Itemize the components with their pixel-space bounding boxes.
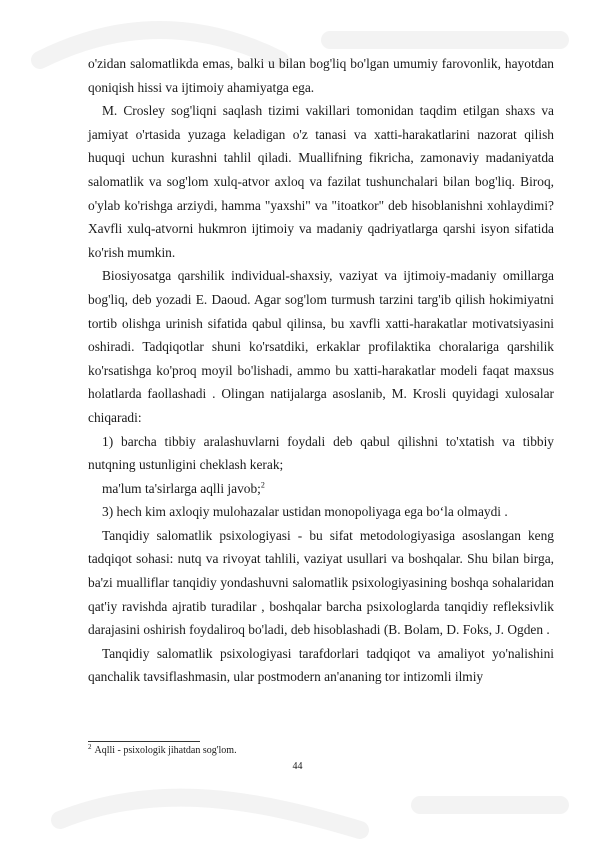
footnote-reference[interactable]: 2 — [260, 480, 265, 490]
page-number: 44 — [292, 761, 303, 772]
paragraph: Biosiyosatga qarshilik individual-shaxsiy, vaziyat va ijtimoiy-madaniy omillarga bog'liq, deb yozadi E. Daoud. Agar sog'lom turmush tarzini targ'ib qilish hokimiyatni tortib olishga urinish sifatida qabul qilinsa, bu xavfli xatti-harakatlar motivatsiyasini oshiradi. Tadqiqotlar shuni ko'rsatdiki, erkaklar profilaktika choralariga qarshilik ko'rsatishga ko'proq moyil bo'lishadi, ammo bu xatti-harakatlar modeli faqat maxsus holatlarda faollashadi . Olingan natijalarga asoslanib, M. Krosli quyidagi xulosalar chiqaradi: — [88, 268, 554, 425]
list-item: 3) hech kim axloqiy mulohazalar ustidan monopoliyaga ega bo‘la olmaydi . — [102, 504, 508, 520]
list-item — [88, 477, 554, 501]
body-text — [88, 52, 554, 689]
paragraph: o'zidan salomatlikda emas, balki u bilan bog'liq bo'lgan umumiy farovonlik, hayotdan qoniqish hissi va ijtimoiy ahamiyatga ega. — [88, 56, 554, 95]
paragraph: Tanqidiy salomatlik psixologiyasi tarafdorlari tadqiqot va amaliyot yo'nalishini qanchalik tavsiflashmasin, ular postmodern an'ananing tor intizomli ilmiy — [88, 645, 554, 685]
footnote — [88, 744, 554, 758]
list-item: 1) barcha tibbiy aralashuvlarni foydali deb qabul qilishni to'xtatish va tibbiy nutqning ustunligini cheklash kerak; — [88, 433, 554, 473]
footnote-marker: 2 — [88, 742, 92, 751]
list-item-text: ma'lum ta'sirlarga aqlli javob; — [102, 480, 261, 496]
footnote-divider — [88, 741, 200, 742]
paragraph: M. Crosley sog'liqni saqlash tizimi vakillari tomonidan taqdim etilgan shaxs va jamiyat o'rtasida yuzaga keladigan o'z tanasi va xatti-harakatlarini nazorat qilish huquqi uchun kurashni tahlil qiladi. Muallifning fikricha, zamonaviy madaniyatda salomatlik va sog'lom xulq-atvor axloq va fazilat tushunchalari bilan bog'liq. Biroq, o'ylab ko'rishga arziydi, hamma "yaxshi" va "itoatkor" deb hisoblanishni xohlaydimi? Xavfli xulq-atvorni hukmron ijtimoiy va madaniy qadriyatlarga qarshi isyon sifatida ko'rish mumkin. — [88, 103, 554, 260]
paragraph: Tanqidiy salomatlik psixologiyasi - bu sifat metodologiyasiga asoslangan keng tadqiqot sohasi: nutq va rivoyat tahlili, vaziyat usullari va boshqalar. Shu bilan birga, ba'zi mualliflar tanqidiy yondashuvni salomatlik psixologiyasining boshqa sohalaridan qat'iy ravishda ajratib turadilar , boshqalar barcha psixologlarda tanqidiy refleksivlik darajasini oshirish foydaliroq bo'ladi, deb hisoblashadi (B. Bolam, D. Foks, J. Ogden . — [88, 527, 554, 638]
footnote-text: Aqlli - psixologik jihatdan sog'lom. — [94, 745, 237, 756]
